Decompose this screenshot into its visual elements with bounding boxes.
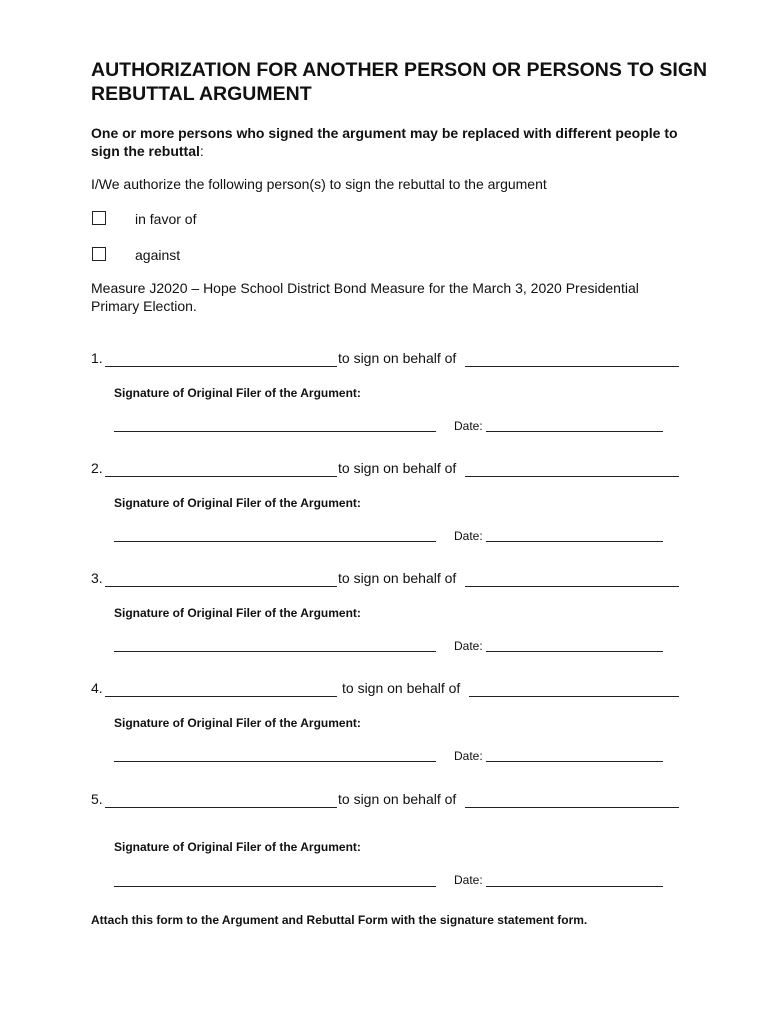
- authorization-entry-5: [0, 791, 770, 891]
- date-label: Date:: [454, 873, 483, 887]
- authorized-person-field[interactable]: [105, 586, 337, 587]
- signature-field[interactable]: [114, 761, 436, 762]
- behalf-label: to sign on behalf of: [342, 680, 461, 696]
- behalf-of-field[interactable]: [465, 807, 679, 808]
- entry-name-row: [91, 350, 691, 370]
- entry-number: 2.: [91, 460, 103, 476]
- authorization-entry-1: [0, 350, 770, 450]
- in-favor-label: in favor of: [135, 211, 197, 227]
- intro-colon: :: [199, 143, 204, 159]
- authorization-entry-2: [0, 460, 770, 560]
- signature-label: Signature of Original Filer of the Argument:: [114, 496, 361, 510]
- against-checkbox[interactable]: [92, 247, 106, 261]
- behalf-label: to sign on behalf of: [338, 350, 457, 366]
- date-field[interactable]: [486, 761, 663, 762]
- signature-field[interactable]: [114, 431, 436, 432]
- footer-instruction: Attach this form to the Argument and Rebuttal Form with the signature statement form.: [91, 913, 588, 927]
- date-field[interactable]: [486, 541, 663, 542]
- entry-name-row: [91, 460, 691, 480]
- form-title: AUTHORIZATION FOR ANOTHER PERSON OR PERSONS TO SIGN REBUTTAL ARGUMENT: [91, 59, 708, 105]
- authorization-entry-3: [0, 570, 770, 670]
- date-label: Date:: [454, 529, 483, 543]
- signature-label: Signature of Original Filer of the Argument:: [114, 386, 361, 400]
- authorized-person-field[interactable]: [105, 366, 337, 367]
- behalf-label: to sign on behalf of: [338, 460, 457, 476]
- date-label: Date:: [454, 639, 483, 653]
- date-field[interactable]: [486, 431, 663, 432]
- signature-label: Signature of Original Filer of the Argument:: [114, 606, 361, 620]
- signature-field[interactable]: [114, 886, 436, 887]
- signature-label: Signature of Original Filer of the Argument:: [114, 716, 361, 730]
- against-label: against: [135, 247, 181, 263]
- authorized-person-field[interactable]: [105, 696, 337, 697]
- in-favor-checkbox[interactable]: [92, 211, 106, 225]
- entry-name-row: [91, 791, 691, 811]
- intro-bold-text: One or more persons who signed the argument may be replaced with different people to sign the rebuttal: [91, 125, 678, 159]
- date-field[interactable]: [486, 651, 663, 652]
- entry-number: 3.: [91, 570, 103, 586]
- measure-description: Measure J2020 – Hope School District Bond Measure for the March 3, 2020 Presidential Primary Election.: [91, 280, 639, 314]
- intro-text: [91, 124, 691, 160]
- authorized-person-field[interactable]: [105, 807, 337, 808]
- behalf-of-field[interactable]: [465, 476, 679, 477]
- behalf-of-field[interactable]: [469, 696, 679, 697]
- date-label: Date:: [454, 419, 483, 433]
- entry-number: 5.: [91, 791, 103, 807]
- behalf-of-field[interactable]: [465, 586, 679, 587]
- signature-field[interactable]: [114, 651, 436, 652]
- signature-field[interactable]: [114, 541, 436, 542]
- entry-name-row: [91, 680, 691, 700]
- date-label: Date:: [454, 749, 483, 763]
- behalf-of-field[interactable]: [465, 366, 679, 367]
- authorize-statement: I/We authorize the following person(s) to sign the rebuttal to the argument: [91, 176, 547, 192]
- behalf-label: to sign on behalf of: [338, 791, 457, 807]
- signature-label: Signature of Original Filer of the Argument:: [114, 840, 361, 854]
- date-field[interactable]: [486, 886, 663, 887]
- entry-number: 1.: [91, 350, 103, 366]
- entry-number: 4.: [91, 680, 103, 696]
- behalf-label: to sign on behalf of: [338, 570, 457, 586]
- authorized-person-field[interactable]: [105, 476, 337, 477]
- entry-name-row: [91, 570, 691, 590]
- authorization-entry-4: [0, 680, 770, 780]
